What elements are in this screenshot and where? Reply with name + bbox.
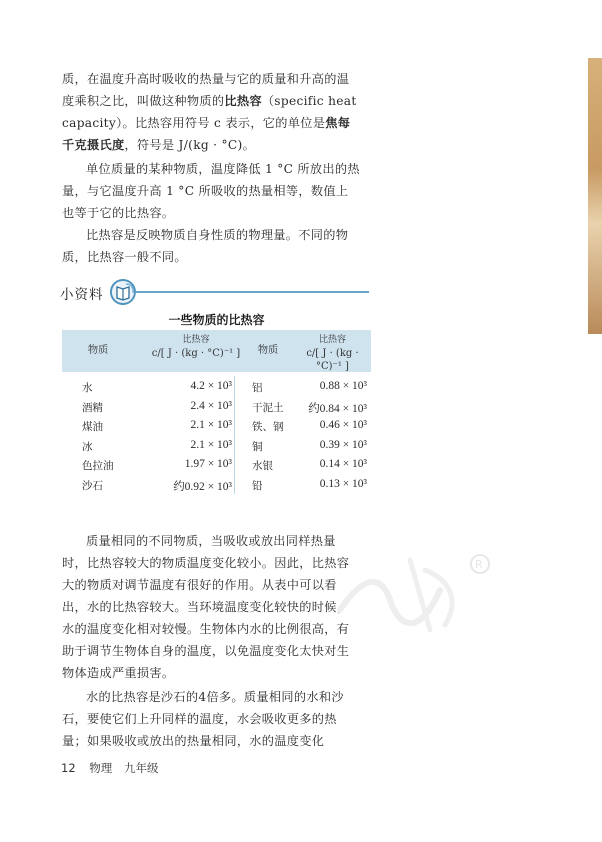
table-title: 一些物质的比热容 [168,313,265,327]
table-row [62,419,371,438]
info-box-label: 小资料 [60,287,104,303]
specific-heat-value: 0.14 × 10³ [319,458,367,470]
term-unit: 焦每千克摄氏度 [62,116,351,152]
term-specific-heat: 比热容 [224,94,262,108]
grade-label: 九年级 [123,761,159,775]
specific-heat-value: 0.46 × 10³ [319,419,367,431]
header-c-unit: c/[ J · (kg · °C)⁻¹ ] [151,348,241,359]
specific-heat-value: 0.88 × 10³ [319,380,367,392]
specific-heat-value: 2.1 × 10³ [190,419,232,431]
header-c-title: 比热容 [182,335,210,345]
svg-text:R: R [475,558,483,571]
info-box-header [58,278,371,306]
substance-name: 水 [82,382,93,394]
paragraph-definition [62,68,360,156]
substance-name: 铅 [252,479,263,492]
substance-name: 干泥土 [252,401,284,414]
header-c-unit: c/[ J · (kg · °C)⁻¹ ] [306,348,359,372]
substance-name: 铝 [252,382,263,394]
page-footer [61,760,158,776]
page-number: 12 [61,761,76,775]
specific-heat-value: 4.2 × 10³ [190,380,232,392]
publisher-watermark [320,540,500,660]
substance-name: 铁、钢 [252,421,284,433]
specific-heat-table [62,330,371,500]
substance-name: 色拉油 [82,460,114,472]
paragraph-unit-mass: 单位质量的某种物质，温度降低 1 °C 所放出的热量，与它温度升高 1 °C 所吸收的热量相等，数值上也等于它的比热容。 [62,162,360,220]
paragraph-explanation: 质量相同的不同物质，当吸收或放出同样热量时，比热容较大的物质温度变化较小。因此，比热容大的物质对调节温度有很好的作用。从表中可以看出，水的比热容较大。当环境温度变化较快的时候，水的温度变化相对较慢。生物体内水的比例很高，有助于调节生物体自身的温度，以免温度变化太快对生物体造成严重损害。 [62,534,350,680]
paragraph-property: 比热容是反映物质自身性质的物理量。不同的物质，比热容一般不同。 [62,228,349,264]
paragraph-water-vs-sand: 水的比热容是沙石的4倍多。质量相同的水和沙石，要使它们上升同样的温度，水会吸收更多的热量；如果吸收或放出的热量相同，水的温度变化 [62,690,344,748]
table-row [62,439,371,458]
specific-heat-value: 约0.92 × 10³ [173,480,232,493]
specific-heat-value: 1.97 × 10³ [184,458,232,470]
substance-name: 冰 [82,440,93,453]
substance-name: 煤油 [82,421,103,433]
substance-name: 酒精 [82,401,103,414]
table-row [62,458,371,477]
specific-heat-value: 0.39 × 10³ [319,438,367,451]
substance-name: 沙石 [82,479,103,492]
header-c-left [146,334,246,360]
header-substance-right-label: 物质 [257,345,279,356]
table-row [62,380,371,399]
header-c-title: 比热容 [318,335,346,345]
info-book-icon [108,278,138,306]
specific-heat-value: 约0.84 × 10³ [308,402,367,415]
paragraph-text: （specific heat capacity）。比热容用符号 c 表示，它的单位是 [62,94,357,130]
table-row [62,478,371,497]
header-c-right [294,334,371,373]
substance-name: 铜 [252,440,263,453]
table-row [62,400,371,419]
substance-name: 水银 [252,460,273,472]
adjacent-page-photo-strip [588,58,602,334]
specific-heat-value: 0.13 × 10³ [319,477,367,490]
info-box-rule [136,291,369,293]
specific-heat-value: 2.4 × 10³ [190,399,232,412]
header-substance-left: 物质 [87,345,109,356]
specific-heat-value: 2.1 × 10³ [190,438,232,451]
paragraph-text: 质，在温度升高时吸收的热量与它的质量和升高的温度乘积之比，叫做这种物质的 [62,72,350,108]
book-title: 物理 [89,761,113,775]
paragraph-text: ，符号是 J/(kg · °C)。 [124,138,256,152]
